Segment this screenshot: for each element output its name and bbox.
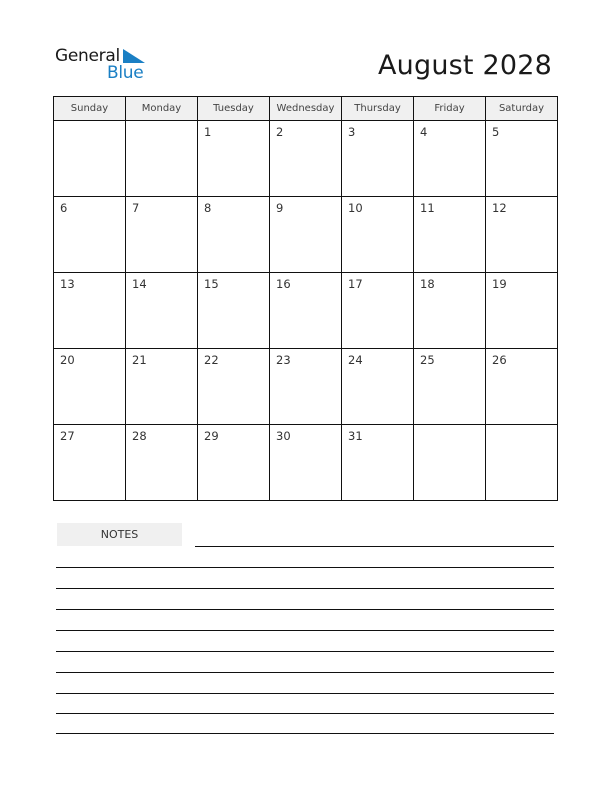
day-cell	[270, 349, 342, 425]
day-number	[486, 425, 557, 429]
week-row	[54, 349, 558, 425]
logo-word-blue: Blue	[107, 63, 144, 83]
week-row	[54, 425, 558, 501]
day-cell	[198, 273, 270, 349]
day-number: 30	[276, 429, 291, 443]
day-cell	[414, 121, 486, 197]
day-cell	[342, 197, 414, 273]
notes-line	[56, 630, 554, 631]
notes-line	[56, 672, 554, 673]
day-number: 7	[132, 201, 140, 215]
day-number: 27	[60, 429, 75, 443]
day-cell	[342, 349, 414, 425]
day-cell	[126, 273, 198, 349]
notes-label: NOTES	[57, 523, 182, 546]
notes-line	[56, 693, 554, 694]
day-cell	[414, 197, 486, 273]
week-row	[54, 197, 558, 273]
day-cell	[486, 197, 558, 273]
day-cell	[126, 425, 198, 501]
day-cell	[270, 197, 342, 273]
day-number: 23	[276, 353, 291, 367]
logo-word-general: General	[55, 46, 120, 66]
weekday-header: Sunday	[54, 97, 126, 121]
day-number: 12	[492, 201, 507, 215]
week-row	[54, 273, 558, 349]
day-number: 28	[132, 429, 147, 443]
day-number: 25	[420, 353, 435, 367]
day-number: 26	[492, 353, 507, 367]
day-number: 1	[204, 125, 212, 139]
day-number: 13	[60, 277, 75, 291]
page-title: August 2028	[378, 50, 552, 81]
day-number: 22	[204, 353, 219, 367]
notes-line	[56, 567, 554, 568]
day-cell	[54, 273, 126, 349]
day-cell	[126, 197, 198, 273]
notes-line	[56, 733, 554, 734]
day-cell	[198, 197, 270, 273]
day-number: 6	[60, 201, 68, 215]
day-cell	[54, 349, 126, 425]
day-number	[414, 425, 485, 429]
day-number: 31	[348, 429, 363, 443]
day-number	[126, 121, 197, 125]
day-number: 10	[348, 201, 363, 215]
day-number: 20	[60, 353, 75, 367]
day-cell	[342, 121, 414, 197]
weekday-header: Friday	[414, 97, 486, 121]
day-number: 11	[420, 201, 435, 215]
day-number: 14	[132, 277, 147, 291]
day-cell	[270, 121, 342, 197]
day-cell	[414, 273, 486, 349]
day-cell	[342, 273, 414, 349]
day-number: 8	[204, 201, 212, 215]
weekday-header: Tuesday	[198, 97, 270, 121]
day-cell	[198, 425, 270, 501]
notes-line	[56, 609, 554, 610]
day-cell	[270, 425, 342, 501]
notes-line	[56, 713, 554, 714]
day-cell	[486, 273, 558, 349]
day-number: 17	[348, 277, 363, 291]
weekday-header-row	[54, 97, 558, 121]
day-number: 29	[204, 429, 219, 443]
day-cell	[486, 349, 558, 425]
notes-line	[195, 546, 554, 547]
day-cell	[54, 425, 126, 501]
day-number: 19	[492, 277, 507, 291]
weekday-header: Wednesday	[270, 97, 342, 121]
day-number: 5	[492, 125, 500, 139]
notes-line	[56, 651, 554, 652]
day-cell	[126, 349, 198, 425]
weekday-header: Monday	[126, 97, 198, 121]
day-number: 2	[276, 125, 284, 139]
day-cell	[54, 121, 126, 197]
weekday-header: Saturday	[486, 97, 558, 121]
day-cell	[54, 197, 126, 273]
day-number: 4	[420, 125, 428, 139]
day-cell	[414, 425, 486, 501]
day-number: 15	[204, 277, 219, 291]
day-number: 16	[276, 277, 291, 291]
day-number	[54, 121, 125, 125]
day-cell	[414, 349, 486, 425]
day-cell	[126, 121, 198, 197]
weekday-header: Thursday	[342, 97, 414, 121]
day-number: 24	[348, 353, 363, 367]
day-number: 18	[420, 277, 435, 291]
general-blue-logo	[55, 46, 155, 86]
day-number: 9	[276, 201, 284, 215]
day-cell	[198, 121, 270, 197]
calendar-grid	[53, 96, 558, 501]
day-number: 3	[348, 125, 356, 139]
day-cell	[342, 425, 414, 501]
notes-line	[56, 588, 554, 589]
day-cell	[486, 425, 558, 501]
day-cell	[270, 273, 342, 349]
logo-triangle-icon	[123, 49, 145, 63]
day-cell	[198, 349, 270, 425]
day-cell	[486, 121, 558, 197]
week-row	[54, 121, 558, 197]
day-number: 21	[132, 353, 147, 367]
